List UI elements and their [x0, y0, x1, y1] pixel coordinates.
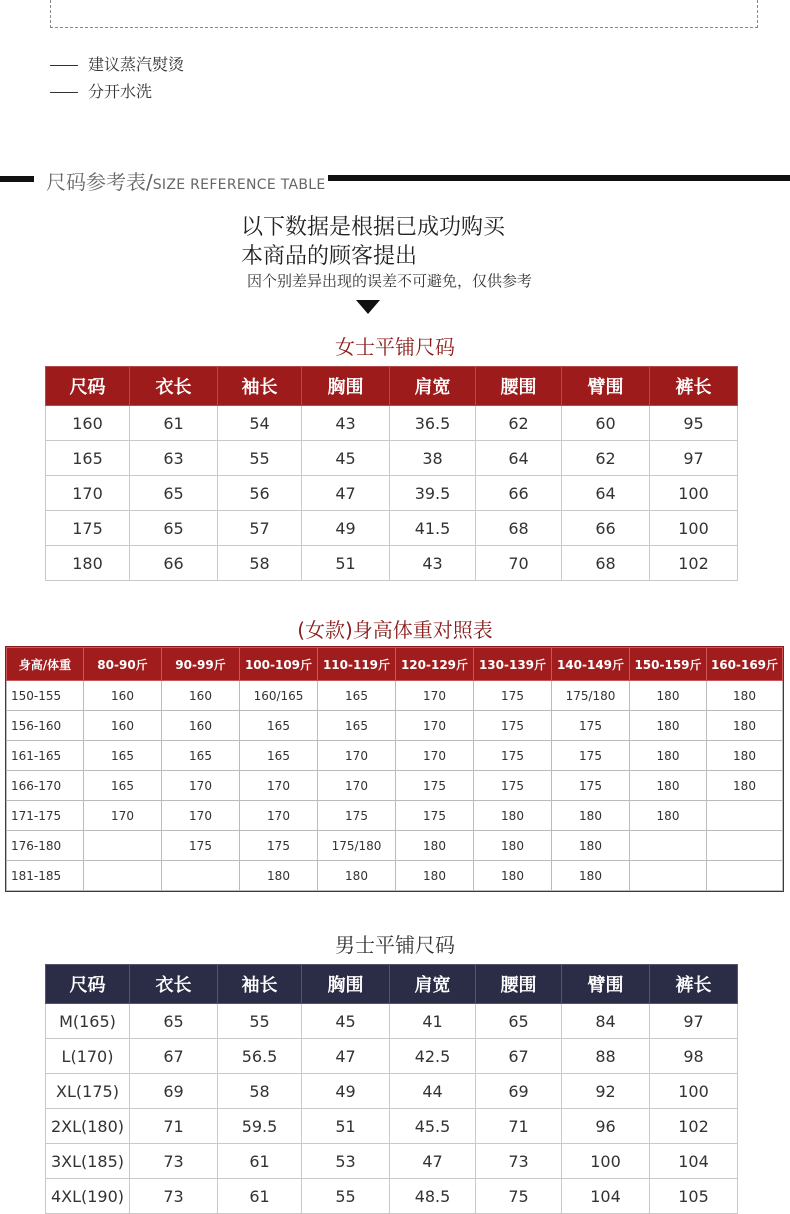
table-cell: 180	[630, 681, 707, 711]
table-cell: 51	[302, 1109, 390, 1144]
table-cell: 170	[318, 771, 396, 801]
header-weight-range: 140-149斤	[552, 648, 630, 681]
table-cell	[84, 831, 162, 861]
table-cell: 58	[218, 546, 302, 581]
dash-icon	[50, 65, 78, 66]
table-cell: 39.5	[390, 476, 476, 511]
table-cell: 165	[240, 711, 318, 741]
table-cell: 180	[240, 861, 318, 891]
header-chest: 胸围	[302, 965, 390, 1004]
table-cell: 65	[130, 476, 218, 511]
care-instructions-box	[50, 0, 758, 28]
intro-line-1: 以下数据是根据已成功购买	[241, 215, 506, 240]
table-cell: 95	[650, 406, 738, 441]
table-row	[7, 861, 783, 891]
table-cell: 63	[130, 441, 218, 476]
table-cell: 180	[707, 771, 783, 801]
table-cell: 170	[240, 801, 318, 831]
table-cell: 166-170	[7, 771, 84, 801]
table-cell: 45	[302, 1004, 390, 1039]
table-cell: 68	[562, 546, 650, 581]
table-cell: 66	[476, 476, 562, 511]
table-cell: 170	[396, 711, 474, 741]
table-header-row	[7, 648, 783, 681]
section-divider-right	[328, 175, 790, 181]
table-cell: 75	[476, 1179, 562, 1214]
table-cell: 64	[476, 441, 562, 476]
table-cell: 58	[218, 1074, 302, 1109]
care-note	[50, 79, 152, 102]
table-cell: 175	[474, 681, 552, 711]
table-cell: 44	[390, 1074, 476, 1109]
table-cell: 170	[318, 741, 396, 771]
table-cell: 88	[562, 1039, 650, 1074]
header-length: 衣长	[130, 367, 218, 406]
table-cell: 170	[396, 681, 474, 711]
table-cell: 175	[552, 741, 630, 771]
intro-line-2: 本商品的顾客提出	[241, 244, 418, 269]
table-cell: 54	[218, 406, 302, 441]
table-cell: 73	[130, 1179, 218, 1214]
table-cell: 170	[46, 476, 130, 511]
table-cell: 181-185	[7, 861, 84, 891]
care-note-text: 分开水洗	[88, 82, 153, 101]
table-cell: 41	[390, 1004, 476, 1039]
table-row	[7, 741, 783, 771]
table-cell: 105	[650, 1179, 738, 1214]
table-cell: 175	[46, 511, 130, 546]
table-cell: 55	[218, 1004, 302, 1039]
table-cell: 2XL(180)	[46, 1109, 130, 1144]
care-note	[50, 52, 184, 75]
table-cell: 175	[396, 801, 474, 831]
table-cell: 100	[650, 511, 738, 546]
header-weight-range: 120-129斤	[396, 648, 474, 681]
table-cell: 97	[650, 441, 738, 476]
table-cell: 65	[476, 1004, 562, 1039]
table-cell: 180	[630, 711, 707, 741]
table-row	[46, 476, 738, 511]
table-cell: 61	[130, 406, 218, 441]
table-cell: 66	[130, 546, 218, 581]
table-cell: 150-155	[7, 681, 84, 711]
table-cell: 170	[162, 801, 240, 831]
table-cell: 175	[162, 831, 240, 861]
table-cell: 161-165	[7, 741, 84, 771]
section-title	[46, 166, 326, 195]
table-cell: 42.5	[390, 1039, 476, 1074]
header-height-weight: 身高/体重	[7, 648, 84, 681]
table-cell: 36.5	[390, 406, 476, 441]
table-cell	[162, 861, 240, 891]
table-row	[46, 1179, 738, 1214]
table-cell: M(165)	[46, 1004, 130, 1039]
care-label-shade-dry	[385, 0, 422, 1]
header-arm: 臂围	[562, 367, 650, 406]
table-cell: 180	[707, 681, 783, 711]
care-label-hand-wash	[83, 0, 147, 1]
table-cell: 47	[302, 476, 390, 511]
table-cell: 170	[240, 771, 318, 801]
care-label-iron	[529, 0, 577, 1]
table-cell: 175	[474, 741, 552, 771]
table-cell: 175	[240, 831, 318, 861]
table-cell: 65	[130, 1004, 218, 1039]
table-cell: 71	[130, 1109, 218, 1144]
table-cell	[707, 831, 783, 861]
table-cell: 180	[630, 801, 707, 831]
table-row	[46, 1144, 738, 1179]
header-waist: 腰围	[476, 367, 562, 406]
table-row	[7, 771, 783, 801]
table-cell: 60	[562, 406, 650, 441]
table-cell: 98	[650, 1039, 738, 1074]
table-cell	[630, 861, 707, 891]
header-shoulder: 肩宽	[390, 367, 476, 406]
table-cell: 180	[630, 771, 707, 801]
table-cell: 64	[562, 476, 650, 511]
table-cell: 49	[302, 511, 390, 546]
table-cell: 180	[396, 861, 474, 891]
header-size: 尺码	[46, 367, 130, 406]
header-weight-range: 110-119斤	[318, 648, 396, 681]
table-row	[46, 1109, 738, 1144]
table-cell: 175/180	[552, 681, 630, 711]
women-size-table	[45, 366, 738, 581]
header-chest: 胸围	[302, 367, 390, 406]
table-cell: L(170)	[46, 1039, 130, 1074]
table-cell: 97	[650, 1004, 738, 1039]
table-cell: 65	[130, 511, 218, 546]
table-cell: 176-180	[7, 831, 84, 861]
men-size-table	[45, 964, 738, 1214]
table-cell: 67	[476, 1039, 562, 1074]
table-cell: 175	[474, 771, 552, 801]
women-table-title: 女士平铺尺码	[335, 335, 455, 359]
table-cell: 175	[552, 771, 630, 801]
header-size: 尺码	[46, 965, 130, 1004]
table-cell: 180	[474, 831, 552, 861]
table-cell: 62	[476, 406, 562, 441]
table-cell	[707, 861, 783, 891]
header-weight-range: 90-99斤	[162, 648, 240, 681]
header-weight-range: 100-109斤	[240, 648, 318, 681]
care-label-no-bleach	[227, 0, 291, 1]
table-cell: 100	[650, 1074, 738, 1109]
header-sleeve: 袖长	[218, 367, 302, 406]
table-cell: 49	[302, 1074, 390, 1109]
table-row	[7, 831, 783, 861]
table-cell: 180	[552, 831, 630, 861]
table-cell: 51	[302, 546, 390, 581]
header-weight-range: 160-169斤	[707, 648, 783, 681]
table-cell: 175	[474, 711, 552, 741]
table-cell: 170	[396, 741, 474, 771]
table-cell: 55	[218, 441, 302, 476]
table-row	[46, 1004, 738, 1039]
table-cell	[707, 801, 783, 831]
table-cell: 160/165	[240, 681, 318, 711]
table-cell: 102	[650, 546, 738, 581]
table-cell: 43	[390, 546, 476, 581]
care-label-dry-clean	[663, 0, 727, 1]
table-cell: 62	[562, 441, 650, 476]
table-cell: 45.5	[390, 1109, 476, 1144]
table-cell: 47	[390, 1144, 476, 1179]
table-cell: 160	[84, 711, 162, 741]
table-row	[46, 441, 738, 476]
table-cell: 170	[84, 801, 162, 831]
triangle-down-icon	[356, 300, 380, 314]
table-cell: 69	[130, 1074, 218, 1109]
table-row	[46, 1074, 738, 1109]
table-cell: 45	[302, 441, 390, 476]
table-cell: 165	[84, 741, 162, 771]
table-cell: 61	[218, 1179, 302, 1214]
header-weight-range: 80-90斤	[84, 648, 162, 681]
table-cell: 175	[318, 801, 396, 831]
table-cell: 59.5	[218, 1109, 302, 1144]
table-cell: 175	[396, 771, 474, 801]
table-cell: 102	[650, 1109, 738, 1144]
section-title-en: SIZE REFERENCE TABLE	[152, 177, 326, 193]
table-cell: 55	[302, 1179, 390, 1214]
table-row	[46, 511, 738, 546]
table-cell: 180	[318, 861, 396, 891]
weight-table-title: (女款)身高体重对照表	[297, 618, 493, 642]
table-cell: 84	[562, 1004, 650, 1039]
height-weight-table	[6, 647, 783, 891]
table-cell: 71	[476, 1109, 562, 1144]
table-row	[46, 1039, 738, 1074]
table-cell: 57	[218, 511, 302, 546]
table-cell: 175	[552, 711, 630, 741]
table-cell: 104	[562, 1179, 650, 1214]
table-cell: 180	[630, 741, 707, 771]
table-cell: 68	[476, 511, 562, 546]
table-cell: 160	[84, 681, 162, 711]
table-cell: 4XL(190)	[46, 1179, 130, 1214]
table-cell: 180	[46, 546, 130, 581]
table-cell: 73	[476, 1144, 562, 1179]
table-cell: 180	[396, 831, 474, 861]
table-cell: 100	[650, 476, 738, 511]
table-cell: XL(175)	[46, 1074, 130, 1109]
table-cell: 160	[46, 406, 130, 441]
table-row	[7, 711, 783, 741]
table-cell: 165	[162, 741, 240, 771]
weight-table-frame	[5, 646, 784, 892]
table-cell: 165	[318, 711, 396, 741]
table-cell: 66	[562, 511, 650, 546]
table-cell: 180	[474, 801, 552, 831]
table-cell: 48.5	[390, 1179, 476, 1214]
table-cell: 180	[552, 861, 630, 891]
dash-icon	[50, 92, 78, 93]
table-row	[7, 801, 783, 831]
table-cell: 67	[130, 1039, 218, 1074]
table-cell: 92	[562, 1074, 650, 1109]
table-cell: 175/180	[318, 831, 396, 861]
intro-disclaimer: 因个别差异出现的误差不可避免，仅供参考	[247, 272, 533, 290]
section-divider-left	[0, 176, 34, 182]
table-cell: 96	[562, 1109, 650, 1144]
table-cell	[630, 831, 707, 861]
table-cell: 180	[707, 741, 783, 771]
table-cell: 156-160	[7, 711, 84, 741]
table-cell: 165	[84, 771, 162, 801]
care-note-text: 建议蒸汽熨烫	[88, 55, 185, 74]
table-cell: 3XL(185)	[46, 1144, 130, 1179]
table-row	[46, 406, 738, 441]
table-cell: 53	[302, 1144, 390, 1179]
table-cell: 165	[318, 681, 396, 711]
table-cell: 56	[218, 476, 302, 511]
header-pants: 裤长	[650, 965, 738, 1004]
table-cell: 70	[476, 546, 562, 581]
header-pants: 裤长	[650, 367, 738, 406]
table-cell: 171-175	[7, 801, 84, 831]
table-cell: 180	[474, 861, 552, 891]
table-cell: 160	[162, 711, 240, 741]
table-cell: 170	[162, 771, 240, 801]
header-weight-range: 130-139斤	[474, 648, 552, 681]
header-sleeve: 袖长	[218, 965, 302, 1004]
header-weight-range: 150-159斤	[630, 648, 707, 681]
table-cell: 56.5	[218, 1039, 302, 1074]
table-header-row	[46, 367, 738, 406]
header-shoulder: 肩宽	[390, 965, 476, 1004]
table-cell	[84, 861, 162, 891]
table-row	[7, 681, 783, 711]
table-cell: 38	[390, 441, 476, 476]
table-header-row	[46, 965, 738, 1004]
table-cell: 47	[302, 1039, 390, 1074]
table-row	[46, 546, 738, 581]
table-cell: 160	[162, 681, 240, 711]
table-cell: 180	[552, 801, 630, 831]
table-cell: 180	[707, 711, 783, 741]
table-cell: 104	[650, 1144, 738, 1179]
header-length: 衣长	[130, 965, 218, 1004]
table-cell: 73	[130, 1144, 218, 1179]
table-cell: 41.5	[390, 511, 476, 546]
table-cell: 165	[240, 741, 318, 771]
header-arm: 臂围	[562, 965, 650, 1004]
men-table-title: 男士平铺尺码	[335, 933, 455, 957]
table-cell: 100	[562, 1144, 650, 1179]
table-cell: 61	[218, 1144, 302, 1179]
header-waist: 腰围	[476, 965, 562, 1004]
table-cell: 43	[302, 406, 390, 441]
section-title-cn: 尺码参考表/	[46, 170, 153, 194]
table-cell: 69	[476, 1074, 562, 1109]
table-cell: 165	[46, 441, 130, 476]
